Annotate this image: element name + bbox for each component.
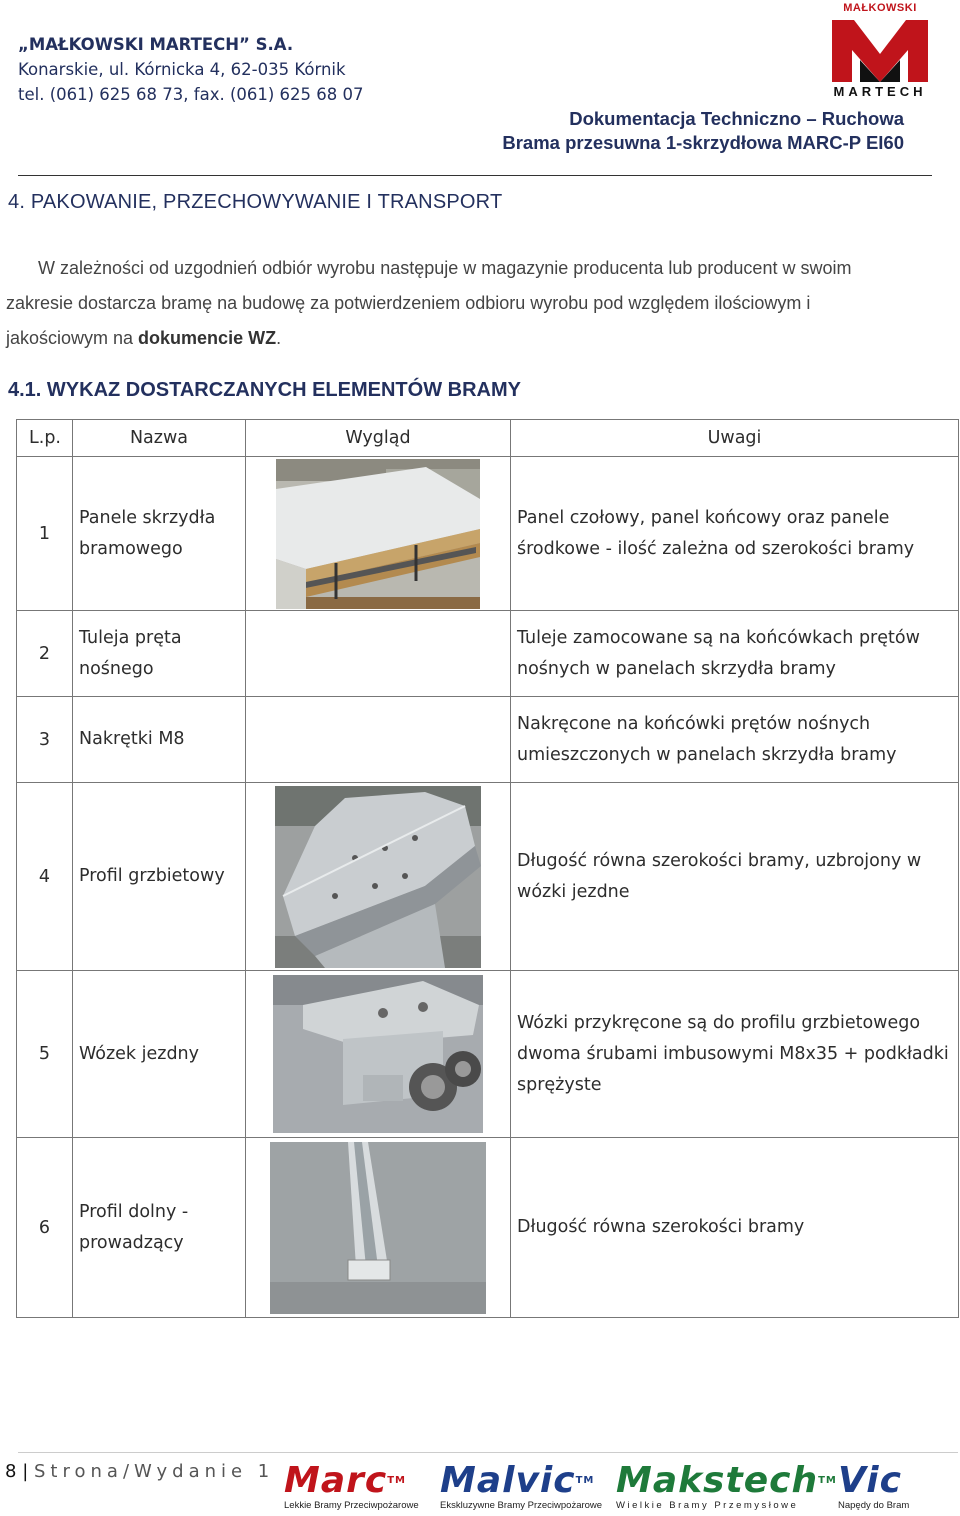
marc-tm: TM [387,1475,406,1486]
vic-logo-text: Vic [838,1460,902,1501]
logo-sub-text: MARTECH [833,84,927,99]
makstech-tagline: Wielkie Bramy Przemysłowe [616,1500,799,1511]
section-paragraph [6,251,906,356]
makstech-tm: TM [818,1475,837,1486]
row-note: Nakręcone na końcówki prętów nośnych umieszczonych w panelach skrzydła bramy [511,697,959,783]
row-name: Wózek jezdny [73,971,246,1138]
company-name: „MAŁKOWSKI MARTECH” S.A. [18,35,294,54]
header-divider [18,175,932,176]
row-name: Tuleja pręta nośnego [73,611,246,697]
elements-table [16,419,959,1318]
row-image-cell [246,971,511,1138]
page-number [5,1461,274,1482]
header-lp: L.p. [17,420,73,457]
malvic-logo-text: Malvic [440,1460,576,1501]
ridge-profile-photo [275,786,481,968]
header-notes: Uwagi [511,420,959,457]
row-image-cell [246,697,511,783]
malvic-tm: TM [575,1475,595,1486]
makstech-logo-text: Makstech [616,1460,819,1501]
logo-m-icon [830,16,930,84]
marc-logo-text: Marc [284,1460,388,1501]
footer-logo-malvic [440,1462,602,1511]
row-number: 4 [17,783,73,971]
paragraph-bold: dokumencie WZ [138,328,277,348]
logo-brand-text: MAŁKOWSKI [843,2,917,14]
table-header-row [17,420,959,457]
row-name: Nakrętki M8 [73,697,246,783]
section-heading: 4. PAKOWANIE, PRZECHOWYWANIE I TRANSPORT [8,191,503,213]
document-title-line2: Brama przesuwna 1-skrzydłowa MARC-P EI60 [502,132,904,153]
footer-divider [18,1452,958,1453]
row-note: Panel czołowy, panel końcowy oraz panele środkowe - ilość zależna od szerokości bramy [511,457,959,611]
row-note: Wózki przykręcone są do profilu grzbietowego dwoma śrubami imbusowymi M8x35 + podkładki sprężyste [511,971,959,1138]
malvic-tagline: Ekskluzywne Bramy Przeciwpożarowe [440,1500,603,1511]
table-row [17,1138,959,1318]
row-note: Długość równa szerokości bramy [511,1138,959,1318]
table-row [17,971,959,1138]
company-address: Konarskie, ul. Kórnicka 4, 62-035 Kórnik [18,60,346,79]
row-number: 1 [17,457,73,611]
footer-logo-marc [284,1462,419,1511]
table-row [17,697,959,783]
row-note: Tuleje zamocowane są na końcówkach prętów nośnych w panelach skrzydła bramy [511,611,959,697]
page-number-value: 8 [5,1461,17,1482]
document-title-line1: Dokumentacja Techniczno – Ruchowa [569,108,904,129]
row-number: 6 [17,1138,73,1318]
row-image-cell [246,457,511,611]
panels-photo [276,459,480,609]
subsection-heading: 4.1. WYKAZ DOSTARCZANYCH ELEMENTÓW BRAMY [8,379,521,401]
row-image-cell [246,611,511,697]
row-note: Długość równa szerokości bramy, uzbrojony w wózki jezdne [511,783,959,971]
row-number: 2 [17,611,73,697]
row-name: Profil grzbietowy [73,783,246,971]
trolley-photo [273,975,483,1133]
paragraph-text: W zależności od uzgodnień odbiór wyrobu następuje w magazynie producenta lub producent w swoim zakresie dostarcza bramę na budowę za potwierdzeniem odbioru wyrobu pod względem ilościowym i jakościowym na [6,258,852,348]
table-row [17,783,959,971]
row-image-cell [246,783,511,971]
table-row [17,457,959,611]
page-label: Strona/Wydanie 1 [34,1461,275,1482]
row-image-cell [246,1138,511,1318]
row-number: 5 [17,971,73,1138]
footer-logo-makstech [616,1462,837,1511]
header-name: Nazwa [73,420,246,457]
row-number: 3 [17,697,73,783]
marc-tagline: Lekkie Bramy Przeciwpożarowe [284,1500,419,1511]
bottom-profile-photo [270,1142,486,1314]
vic-tagline: Napędy do Bram [838,1500,910,1511]
document-title [502,107,904,155]
paragraph-end: . [276,328,282,348]
row-name: Panele skrzydła bramowego [73,457,246,611]
header-appearance: Wygląd [246,420,511,457]
company-info [18,32,364,107]
table-row [17,611,959,697]
page-separator: | [22,1461,29,1482]
company-logo [826,2,934,100]
company-contact: tel. (061) 625 68 73, fax. (061) 625 68 07 [18,85,364,104]
row-name: Profil dolny - prowadzący [73,1138,246,1318]
footer-logo-vic [838,1462,909,1511]
